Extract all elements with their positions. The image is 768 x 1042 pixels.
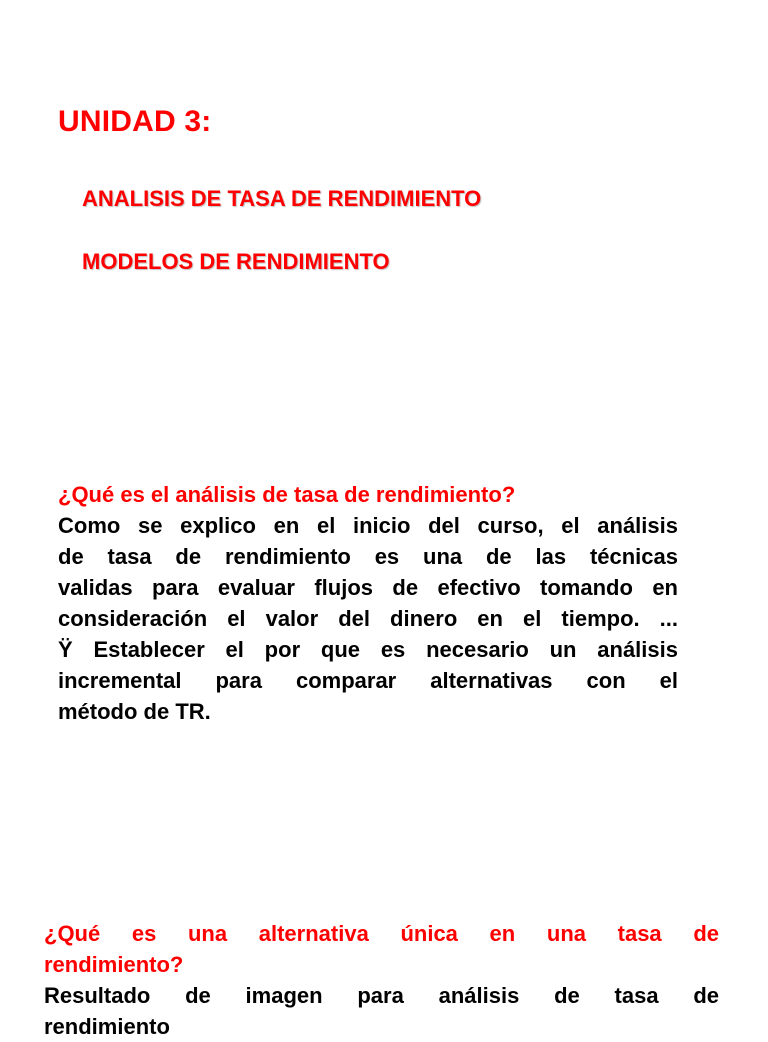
section1-answer-line: Ÿ Establecer el por que es necesario un análisis xyxy=(58,637,678,662)
section2-answer-line: rendimiento xyxy=(44,1014,170,1039)
section1-answer-line: consideración el valor del dinero en el tiempo. ... xyxy=(58,606,678,631)
page-title: UNIDAD 3: xyxy=(58,105,212,138)
section1-answer-line: Como se explico en el inicio del curso, el análisis xyxy=(58,513,678,538)
section1-question: ¿Qué es el análisis de tasa de rendimiento? xyxy=(58,482,516,507)
section-alternativa-unica xyxy=(44,918,719,1042)
section-analisis-tasa xyxy=(58,479,678,727)
section2-question-line: ¿Qué es una alternativa única en una tasa de xyxy=(44,921,719,946)
section1-answer-line: incremental para comparar alternativas con el xyxy=(58,668,678,693)
section2-answer-line: Resultado de imagen para análisis de tasa de xyxy=(44,983,719,1008)
subtitle-tasa-rendimiento: ANALISIS DE TASA DE RENDIMIENTO xyxy=(82,186,482,211)
section1-answer-line: método de TR. xyxy=(58,699,211,724)
section1-answer-line: validas para evaluar flujos de efectivo tomando en xyxy=(58,575,678,600)
subtitle-modelos-rendimiento: MODELOS DE RENDIMIENTO xyxy=(82,249,390,274)
section2-question-line: rendimiento? xyxy=(44,952,184,977)
section1-answer-line: de tasa de rendimiento es una de las técnicas xyxy=(58,544,678,569)
